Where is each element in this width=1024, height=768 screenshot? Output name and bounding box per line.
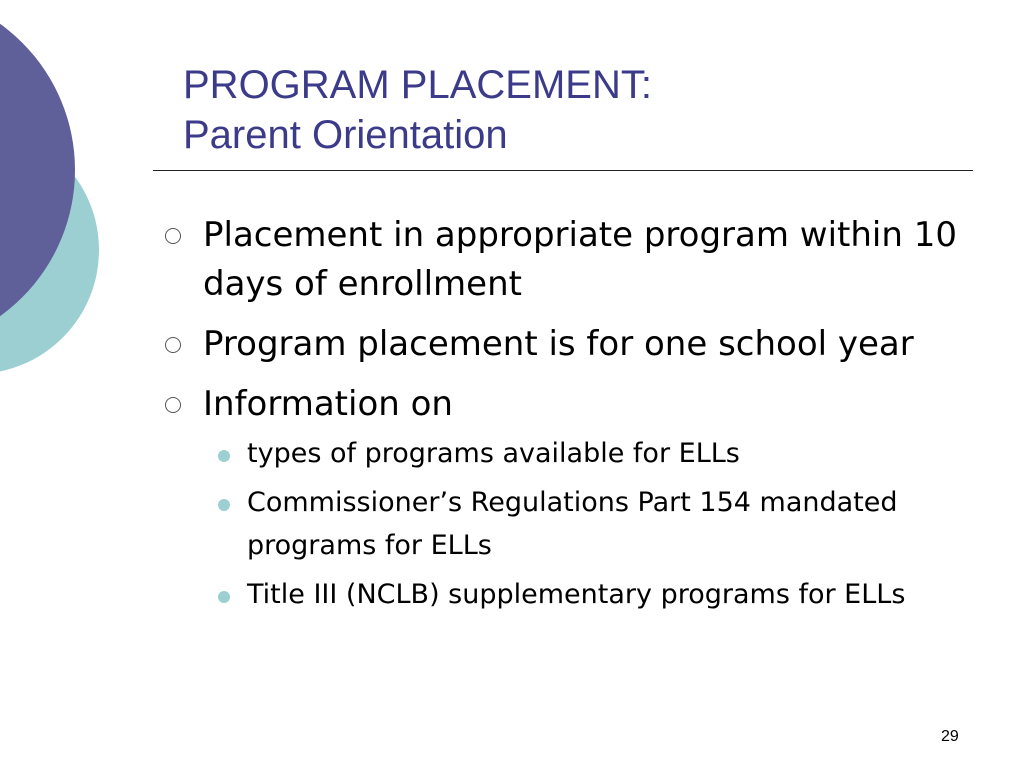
bullet-item bbox=[163, 380, 963, 429]
filled-dot-bullet-icon bbox=[218, 450, 230, 462]
hollow-circle-bullet-icon bbox=[165, 337, 181, 353]
sub-bullet-text: Commissioner’s Regulations Part 154 mandated programs for ELLs bbox=[247, 487, 898, 561]
sub-bullet-item bbox=[163, 481, 963, 567]
bullet-text: Information on bbox=[203, 384, 453, 424]
sub-bullet-item bbox=[163, 432, 963, 475]
decorative-circles bbox=[0, 0, 140, 420]
title-line-1: PROGRAM PLACEMENT: bbox=[183, 63, 652, 107]
bullet-item bbox=[163, 211, 963, 309]
sub-bullet-text: Title III (NCLB) supplementary programs for ELLs bbox=[247, 579, 906, 610]
sub-bullet-item bbox=[163, 573, 963, 616]
filled-dot-bullet-icon bbox=[218, 499, 230, 511]
bullet-item bbox=[163, 320, 963, 369]
bullet-text: Placement in appropriate program within 10 days of enrollment bbox=[203, 215, 957, 304]
hollow-circle-bullet-icon bbox=[165, 397, 181, 413]
sub-bullet-list bbox=[163, 432, 963, 616]
page-number: 29 bbox=[941, 728, 959, 745]
sub-bullet-text: types of programs available for ELLs bbox=[247, 438, 740, 469]
filled-dot-bullet-icon bbox=[218, 591, 230, 603]
hollow-circle-bullet-icon bbox=[165, 228, 181, 244]
bullet-text: Program placement is for one school year bbox=[203, 324, 914, 364]
slide-title bbox=[183, 60, 652, 160]
slide-body bbox=[163, 211, 963, 622]
title-line-2: Parent Orientation bbox=[183, 113, 508, 157]
title-divider bbox=[153, 170, 973, 171]
